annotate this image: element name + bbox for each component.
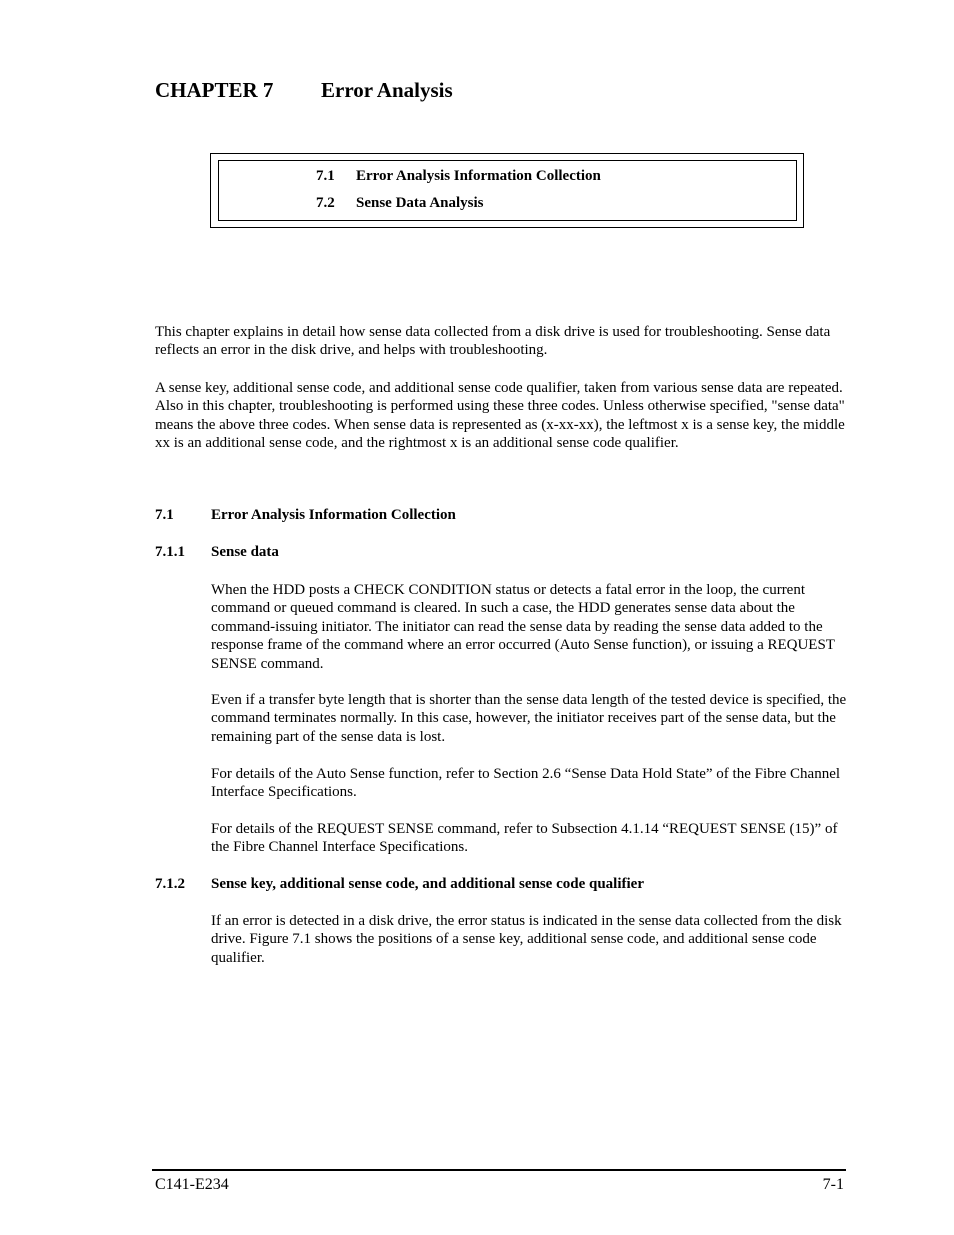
- intro-paragraph-1: This chapter explains in detail how sense data collected from a disk drive is used for troubleshooting. Sense data reflects an error in the disk drive, and helps with troubleshooting.: [155, 324, 831, 359]
- toc-entry-number: 7.2: [316, 195, 335, 211]
- chapter-number: CHAPTER 7: [155, 78, 274, 102]
- subsection-heading-7-1-2: [155, 876, 644, 893]
- subsection-number: 7.1.2: [155, 876, 185, 892]
- subsection-heading-7-1-1: [155, 544, 279, 561]
- subsection-title: Sense key, additional sense code, and additional sense code qualifier: [211, 876, 644, 892]
- section-title: Error Analysis Information Collection: [211, 507, 456, 523]
- toc-entry-7-1[interactable]: [316, 168, 601, 185]
- footer-page-number: 7-1: [822, 1176, 844, 1193]
- intro-paragraph-2: A sense key, additional sense code, and additional sense code qualifier, taken from various sense data are repeated. Also in this chapter, troubleshooting is performed using these three codes. Unless otherwise specified, "sense data" means the above three codes. When sense data is represented as (x-xx-xx), the leftmost x is a sense key, the middle xx is an additional sense code, and the rightmost x is an additional sense code qualifier.: [155, 380, 845, 452]
- section-number: 7.1: [155, 507, 174, 523]
- chapter-contents-box: [210, 153, 804, 228]
- footer-divider: [152, 1169, 846, 1171]
- toc-entry-title: Error Analysis Information Collection: [356, 168, 601, 184]
- footer-document-id: C141-E234: [155, 1176, 229, 1193]
- sense-data-paragraph-3: For details of the Auto Sense function, refer to Section 2.6 “Sense Data Hold State” of the Fibre Channel Interface Specifications.: [211, 766, 841, 801]
- section-heading-7-1: [155, 507, 456, 524]
- subsection-title: Sense data: [211, 544, 279, 560]
- sense-key-paragraph-1: If an error is detected in a disk drive, the error status is indicated in the sense data collected from the disk drive. Figure 7.1 shows the positions of a sense key, additional sense code, and additional sense code qualifier.: [211, 913, 842, 966]
- toc-entry-title: Sense Data Analysis: [356, 195, 484, 211]
- toc-entry-number: 7.1: [316, 168, 335, 184]
- toc-entry-7-2[interactable]: [316, 195, 484, 212]
- sense-data-paragraph-2: Even if a transfer byte length that is shorter than the sense data length of the tested device is specified, the command terminates normally. In this case, however, the initiator receives part of the sense data, but the remaining part of the sense data is lost.: [211, 692, 847, 745]
- sense-data-paragraph-1: When the HDD posts a CHECK CONDITION status or detects a fatal error in the loop, the current command or queued command is cleared. In such a case, the HDD generates sense data about the command-issuing initiator. The initiator can read the sense data by reading the sense data added to the response frame of the command where an error occurred (Auto Sense function), or issuing a REQUEST SENSE command.: [211, 582, 835, 672]
- chapter-title: [155, 78, 453, 103]
- subsection-number: 7.1.1: [155, 544, 185, 560]
- chapter-name: Error Analysis: [321, 78, 453, 102]
- sense-data-paragraph-4: For details of the REQUEST SENSE command, refer to Subsection 4.1.14 “REQUEST SENSE (15)” of the Fibre Channel Interface Specifications.: [211, 821, 838, 856]
